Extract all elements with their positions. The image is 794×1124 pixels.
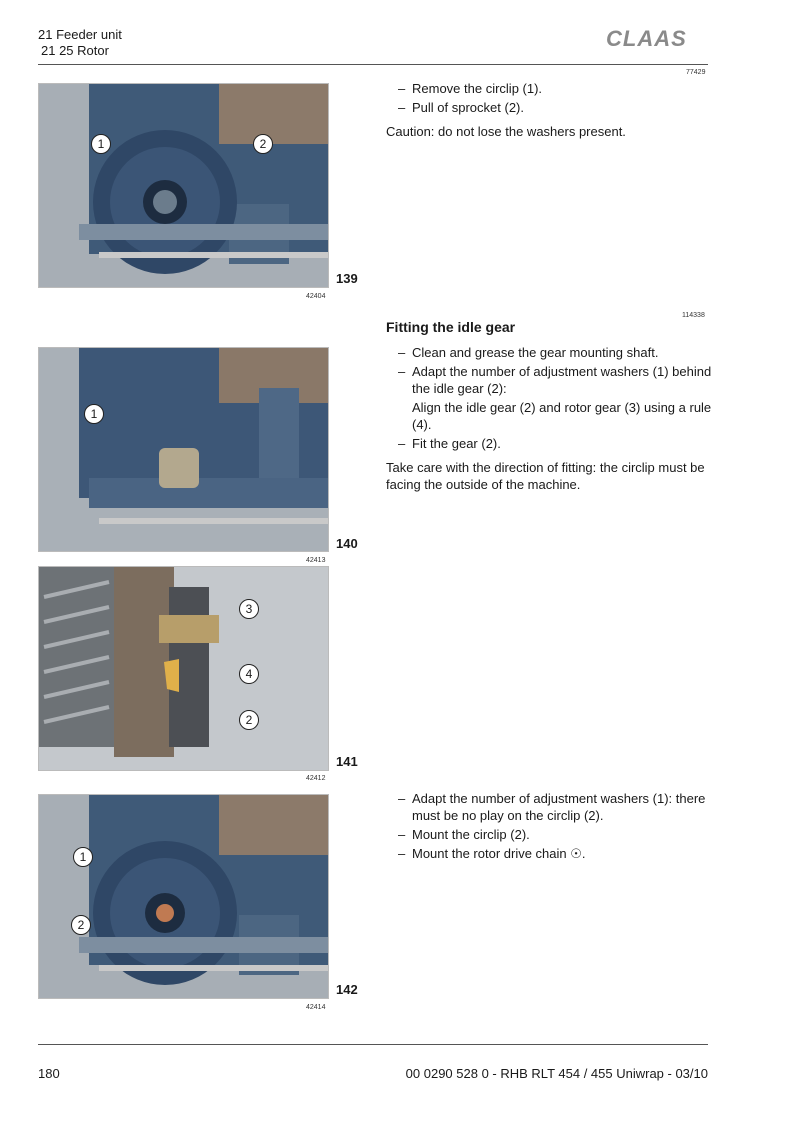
- page-number: 180: [38, 1066, 60, 1081]
- list-item: – Mount the rotor drive chain ☉.: [398, 846, 586, 861]
- figure-number: 142: [336, 982, 358, 997]
- list-item: – Clean and grease the gear mounting shaft.: [398, 345, 659, 360]
- image-id: 42413: [306, 557, 326, 564]
- section-heading: Fitting the idle gear: [386, 319, 516, 335]
- subsection-title: 21 25 Rotor: [41, 43, 109, 58]
- cross-reference-icon[interactable]: ☉: [570, 846, 582, 861]
- list-item: – Pull of sprocket (2).: [398, 100, 524, 115]
- doc-id: 114338: [682, 312, 705, 319]
- callout-1: 1: [84, 404, 104, 424]
- doc-id: 77429: [686, 69, 706, 76]
- image-id: 42412: [306, 775, 326, 782]
- callout-4: 4: [239, 664, 259, 684]
- callout-3: 3: [239, 599, 259, 619]
- instruction-block: [386, 80, 716, 140]
- list-item: – Remove the circlip (1).: [398, 81, 543, 96]
- header-divider: [38, 64, 708, 65]
- caution-note: Caution: do not lose the washers present.: [386, 124, 626, 139]
- caution-note: Take care with the direction of fitting: the circlip must be facing the outside of the machine.: [386, 460, 705, 492]
- section-title: 21 Feeder unit: [38, 27, 122, 42]
- brand-logo: CLAAS: [606, 26, 687, 51]
- figure-number: 141: [336, 754, 358, 769]
- photo-gear-shaft: [38, 347, 329, 552]
- footer-divider: [38, 1044, 708, 1045]
- document-reference: 00 0290 528 0 - RHB RLT 454 / 455 Uniwrap - 03/10: [405, 1066, 708, 1081]
- image-id: 42404: [306, 293, 326, 300]
- list-item: – Adapt the number of adjustment washers (1) behind the idle gear (2):: [398, 364, 712, 396]
- figure-number: 140: [336, 536, 358, 551]
- photo-sprocket-removal: [38, 83, 329, 288]
- sub-instruction: Align the idle gear (2) and rotor gear (3) using a rule (4).: [412, 400, 712, 432]
- instruction-block: [386, 344, 716, 493]
- photo-gear-alignment: [38, 566, 329, 771]
- callout-2: 2: [253, 134, 273, 154]
- callout-1: 1: [91, 134, 111, 154]
- callout-2: 2: [71, 915, 91, 935]
- photo-circlip-mounting: [38, 794, 329, 999]
- callout-1: 1: [73, 847, 93, 867]
- list-item: – Fit the gear (2).: [398, 436, 501, 451]
- figure-number: 139: [336, 271, 358, 286]
- callout-2: 2: [239, 710, 259, 730]
- image-id: 42414: [306, 1004, 326, 1011]
- list-item: – Mount the circlip (2).: [398, 827, 530, 842]
- instruction-block: [386, 790, 716, 864]
- list-item: – Adapt the number of adjustment washers (1): there must be no play on the circlip (2).: [398, 791, 706, 823]
